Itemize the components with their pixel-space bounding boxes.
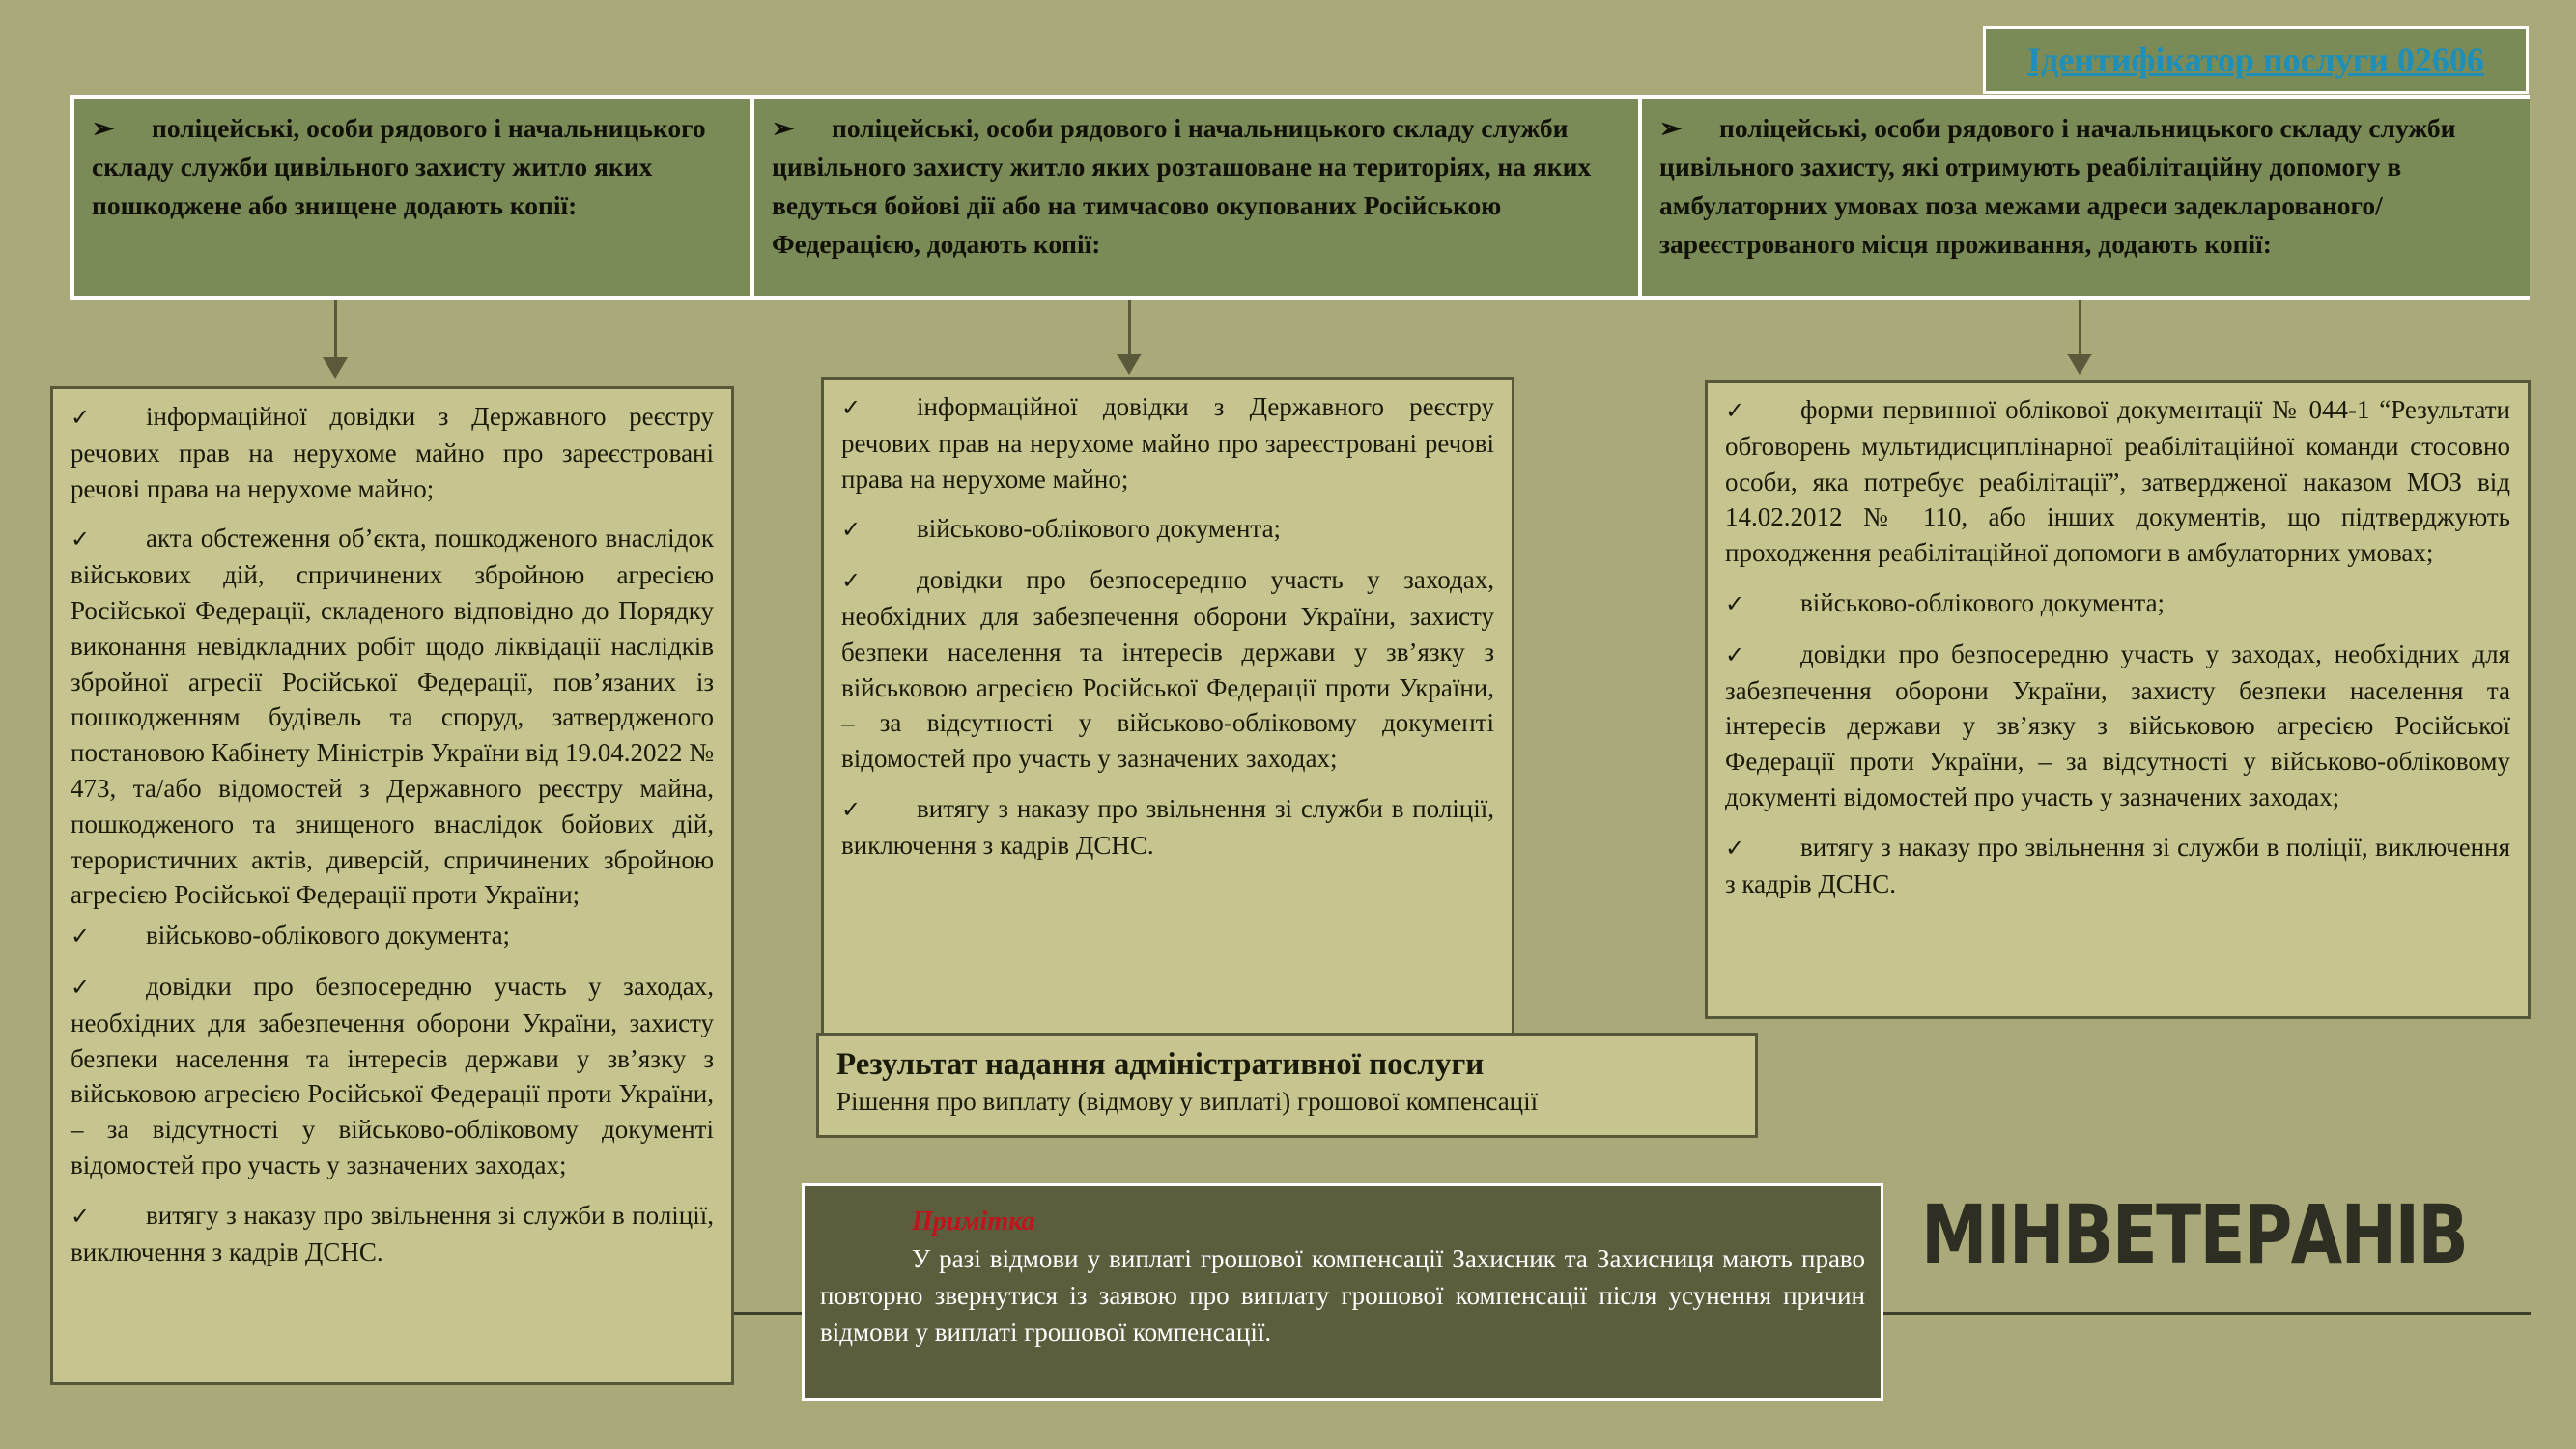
list-item: ✓ витягу з наказу про звільнення зі служби в поліції, виключення з кадрів ДСНС. <box>71 1200 714 1266</box>
list-item: ✓ інформаційної довідки з Державного реєстру речових прав на нерухоме майно про зареєстровані речові права на нерухоме майно; <box>841 392 1494 494</box>
divider-line <box>1883 1312 2531 1315</box>
divider-line <box>734 1312 804 1315</box>
checkmark-icon: ✓ <box>71 404 91 431</box>
list-item: ✓ форми первинної облікової документації № 044-1 “Результати обговорень мультидисциплінарної реабілітаційної команди стосовно особи, яка потребує реабілітації”, затвердженої наказом МОЗ від 14.02.2012 № 110, або інших документів, що підтверджують проходження реабілітаційної допомоги в амбулаторних умовах; <box>1725 395 2510 568</box>
list-item: ✓ витягу з наказу про звільнення зі служби в поліції, виключення з кадрів ДСНС. <box>841 793 1494 860</box>
checkmark-icon: ✓ <box>1725 834 1745 862</box>
list-item: ✓ витягу з наказу про звільнення зі служби в поліції, виключення з кадрів ДСНС. <box>1725 832 2510 898</box>
checkmark-icon: ✓ <box>841 394 862 421</box>
connector-line <box>334 300 337 358</box>
checkmark-icon: ✓ <box>71 1202 91 1230</box>
ministry-logo <box>1908 1186 2535 1283</box>
list-item: ✓ військово-облікового документа; <box>841 511 1494 548</box>
category-damaged-housing <box>74 99 750 296</box>
category-header-row <box>70 95 2530 300</box>
list-item: ✓ довідки про безпосередню участь у заходах, необхідних для забезпечення оборони України, захисту безпеки населення та інтересів держави у зв’язку з військовою агресією Російської Федерації проти України, – за відсутності у військово-обліковому документі відомостей про участь у зазначених заходах; <box>71 971 714 1179</box>
category-label: поліцейські, особи рядового і начальницького складу служби цивільного захисту, які отримують реабілітаційну допомогу в амбулаторних умовах поза межами адреси задекларованого/зареєстрованого місця проживання, додають копії: <box>1659 113 2456 259</box>
arrow-bullet-icon: ➢ <box>772 113 795 143</box>
checkmark-icon: ✓ <box>71 526 91 554</box>
checkmark-icon: ✓ <box>71 923 91 951</box>
arrow-down-icon <box>2067 354 2092 375</box>
list-item: ✓ довідки про безпосередню участь у заходах, необхідних для забезпечення оборони України, захисту безпеки населення та інтересів держави у зв’язку з військовою агресією Російської Федерації проти України, – за відсутності у військово-обліковому документі відомостей про участь у зазначених заходах; <box>1725 639 2510 811</box>
note-text: У разі відмови у виплаті грошової компенсації Захисник та Захисниця мають право повторно звернутися із заявою про виплату грошової компенсації після усунення причин відмови у виплаті грошової компенсації. <box>820 1244 1865 1347</box>
checkmark-icon: ✓ <box>841 567 862 595</box>
arrow-bullet-icon: ➢ <box>1659 113 1683 143</box>
arrow-down-icon <box>1117 354 1142 375</box>
checkmark-icon: ✓ <box>1725 589 1745 617</box>
category-label: поліцейські, особи рядового і начальницького складу служби цивільного захисту житло яких розташоване на територіях, на яких ведуться бойові дії або на тимчасово окупованих Російською Федерацією, додають копії: <box>772 113 1592 259</box>
checkmark-icon: ✓ <box>1725 397 1745 424</box>
note-box <box>802 1183 1883 1401</box>
service-id-link[interactable]: Ідентифікатор послуги 02606 <box>1983 26 2529 94</box>
service-result-box <box>816 1033 1758 1138</box>
documents-list-rehabilitation <box>1705 380 2531 1019</box>
connector-line <box>1128 300 1131 355</box>
list-item: ✓ військово-облікового документа; <box>71 918 714 954</box>
category-label: поліцейські, особи рядового і начальницького складу служби цивільного захисту житло яких пошкоджене або знищене додають копії: <box>92 113 706 220</box>
result-text: Рішення про виплату (відмову у виплаті) грошової компенсації <box>836 1087 1539 1116</box>
checkmark-icon: ✓ <box>71 973 91 1001</box>
note-title: Примітка <box>912 1207 1035 1236</box>
category-rehabilitation <box>1642 99 2530 296</box>
checkmark-icon: ✓ <box>841 516 862 544</box>
category-combat-territory <box>754 99 1638 296</box>
list-item: ✓ інформаційної довідки з Державного реєстру речових прав на нерухоме майно про зареєстровані речові права на нерухоме майно; <box>71 402 714 503</box>
connector-line <box>2079 300 2081 355</box>
documents-list-damaged-housing <box>50 386 734 1385</box>
checkmark-icon: ✓ <box>841 795 862 823</box>
checkmark-icon: ✓ <box>1725 640 1745 668</box>
logo-text: МІНВЕТЕРАНІВ <box>1921 1187 2468 1282</box>
list-item: ✓ акта обстеження об’єкта, пошкодженого внаслідок військових дій, спричинених збройною агресією Російської Федерації, складеного відповідно до Порядку виконання невідкладних робіт щодо ліквідації наслідків збройної агресії Російської Федерації, пов’язаних із пошкодженням будівель та споруд, затвердженого постановою Кабінету Міністрів України від 19.04.2022 № 473, та/або відомостей з Державного реєстру майна, пошкодженого та знищеного внаслідок бойових дій, терористичних актів, диверсій, спричинених збройною агресією Російської Федерації проти України; <box>71 524 714 910</box>
arrow-down-icon <box>323 357 348 379</box>
documents-list-combat-territory <box>821 377 1514 1036</box>
result-title: Результат надання адміністративної послуги <box>836 1047 1485 1082</box>
list-item: ✓ довідки про безпосередню участь у заходах, необхідних для забезпечення оборони України, захисту безпеки населення та інтересів держави у зв’язку з військовою агресією Російської Федерації проти України, – за відсутності у військово-обліковому документі відомостей про участь у зазначених заходах; <box>841 565 1494 774</box>
list-item: ✓ військово-облікового документа; <box>1725 585 2510 622</box>
arrow-bullet-icon: ➢ <box>92 113 115 143</box>
